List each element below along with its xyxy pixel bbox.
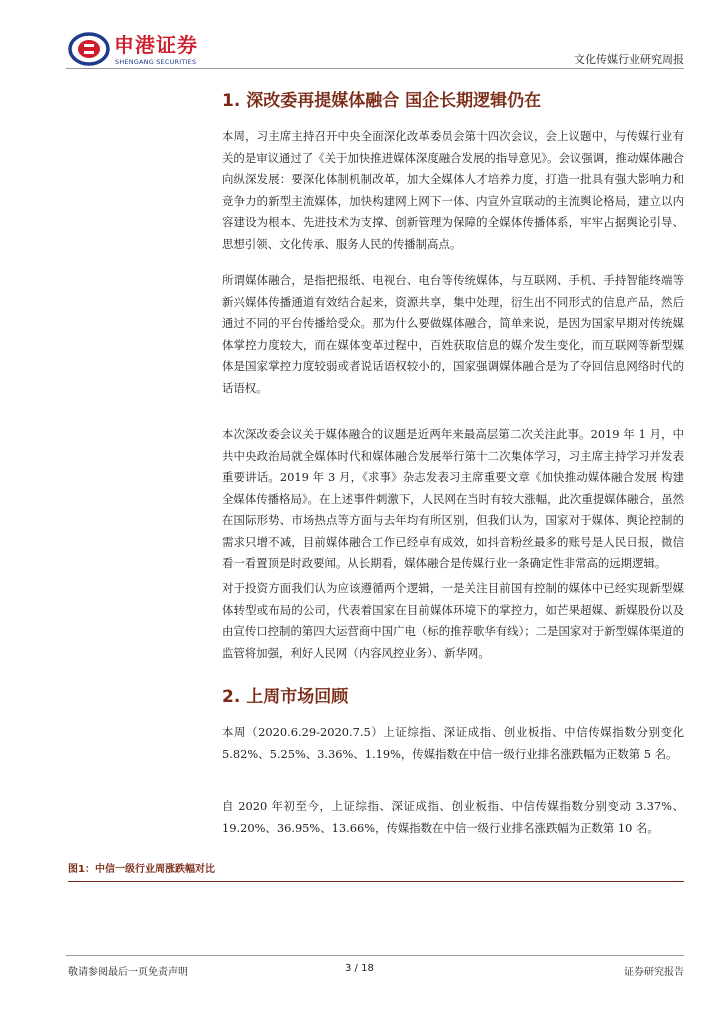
page-header <box>0 0 724 72</box>
section-1-paragraph-3: 本次深改委会议关于媒体融合的议题是近两年来最高层第二次关注此事。2019 年 1 月，中共中央政治局就全媒体时代和媒体融合发展举行第十二次集体学习，习主席主持学习并发表重要讲话。2019 年 3 月，《求事》杂志发表习主席重要文章《加快推动媒体融合发展 构建全媒体传播格局》。在上述事件刺激下，人民网在当时有较大涨幅，此次重提媒体融合，虽然在国际形势、市场热点等方面与去年均有所区别，但我们认为，国家对于媒体、舆论控制的需求只增不减，目前媒体融合工作已经卓有成效，如抖音粉丝最多的账号是人民日报，微信看一看置顶是时政要闻。从长期看，媒体融合是传媒行业一条确定性非常高的远期逻辑。 <box>222 427 684 570</box>
section-2-title: 2. 上周市场回顾 <box>222 687 349 707</box>
report-series-title: 文化传媒行业研究周报 <box>574 53 684 66</box>
section-1-paragraph-1: 本周，习主席主持召开中央全面深化改革委员会第十四次会议，会上议题中，与传媒行业有关的是审议通过了《关于加快推进媒体深度融合发展的指导意见》。会议强调，推动媒体融合向纵深发展：要深化体制机制改革，加大全媒体人才培养力度，打造一批具有强大影响力和竞争力的新型主流媒体，加快构建网上网下一体、内宣外宣联动的主流舆论格局，建立以内容建设为根本、先进技术为支撑、创新管理为保障的全媒体传播体系，牢牢占据舆论引导、思想引领、文化传承、服务人民的传播制高点。 <box>222 129 684 251</box>
page-number: 3 / 18 <box>345 963 374 974</box>
figure-divider <box>68 881 684 882</box>
section-1-paragraph-4: 对于投资方面我们认为应该遵循两个逻辑，一是关注目前国有控制的媒体中已经实现新型媒体转型或布局的公司，代表着国家在目前媒体环境下的掌控力，如芒果超媒、新媒股份以及由宣传口控制的第四大运营商中国广电（标的推荐歌华有线）；二是国家对于新型媒体渠道的监管将加强，利好人民网（内容风控业务）、新华网。 <box>222 581 684 660</box>
brand-name-english: SHENGANG SECURITIES <box>115 58 197 66</box>
section-2-paragraph-2: 自 2020 年初至今，上证综指、深证成指、创业板指、中信传媒指数分别变动 3.37%、19.20%、36.95%、13.66%，传媒指数在中信一级行业排名涨跌幅为正数第 10 名。 <box>222 799 684 835</box>
figure-caption: 图1：中信一级行业周涨跌幅对比 <box>68 864 215 875</box>
footer-disclaimer: 敬请参阅最后一页免责声明 <box>68 967 188 978</box>
footer-divider <box>66 955 684 956</box>
header-divider <box>66 68 684 69</box>
shengang-logo-icon <box>68 32 110 66</box>
footer-report-type: 证券研究报告 <box>624 967 684 978</box>
section-2-paragraph-1: 本周（2020.6.29-2020.7.5）上证综指、深证成指、创业板指、中信传媒指数分别变化 5.82%、5.25%、3.36%、1.19%，传媒指数在中信一级行业排名涨跌幅为正数第 5 名。 <box>222 725 684 761</box>
section-1-paragraph-2: 所谓媒体融合，是指把报纸、电视台、电台等传统媒体，与互联网、手机、手持智能终端等新兴媒体传播通道有效结合起来，资源共享，集中处理，衍生出不同形式的信息产品，然后通过不同的平台传播给受众。那为什么要做媒体融合，简单来说，是因为国家早期对传统媒体掌控力度较大，而在媒体变革过程中，百姓获取信息的媒介发生变化，而互联网等新型媒体是国家掌控力度较弱或者说话语权较小的，国家强调媒体融合是为了夺回信息网络时代的话语权。 <box>222 273 684 395</box>
section-1-title: 1. 深改委再提媒体融合 国企长期逻辑仍在 <box>222 91 542 111</box>
brand-name: 申港证券 <box>114 33 198 57</box>
